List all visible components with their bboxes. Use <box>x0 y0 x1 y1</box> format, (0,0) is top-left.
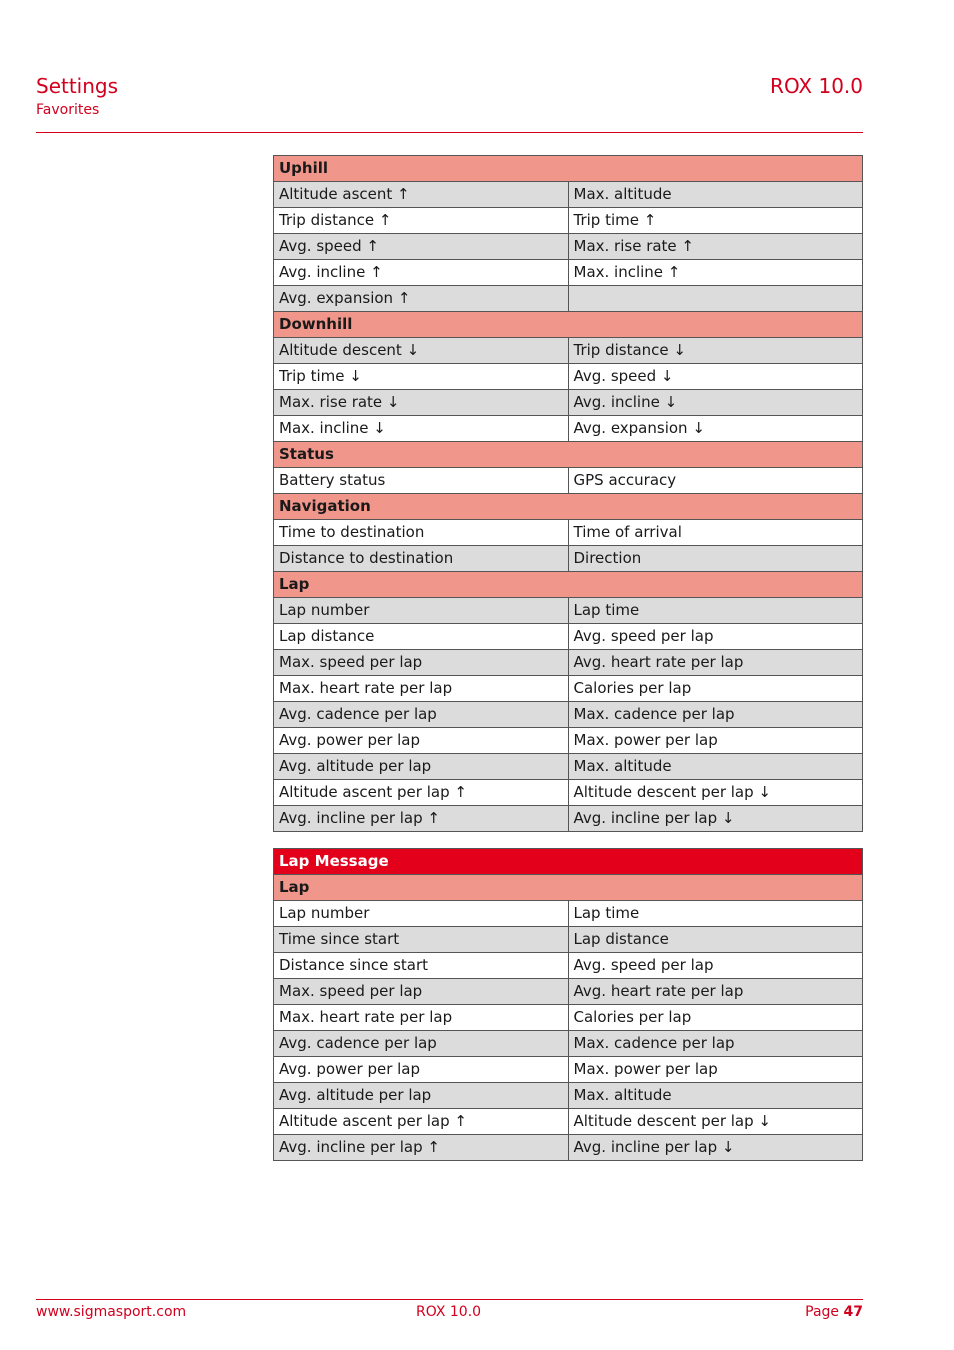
table-cell: Avg. altitude per lap <box>274 1083 569 1109</box>
section-header-row <box>274 442 863 468</box>
table-cell: Lap distance <box>274 624 569 650</box>
table-cell: Time since start <box>274 927 569 953</box>
table-row <box>274 927 863 953</box>
table-cell: Lap number <box>274 901 569 927</box>
section-title: Navigation <box>274 494 863 520</box>
table-cell: Max. power per lap <box>568 1057 863 1083</box>
table-cell: Max. rise rate ↓ <box>274 390 569 416</box>
page-subtitle: Favorites <box>36 102 100 118</box>
table-cell: Max. heart rate per lap <box>274 676 569 702</box>
section-title: Downhill <box>274 312 863 338</box>
table-cell: Max. speed per lap <box>274 650 569 676</box>
table-row <box>274 979 863 1005</box>
table-cell: GPS accuracy <box>568 468 863 494</box>
table-row <box>274 650 863 676</box>
table-row <box>274 182 863 208</box>
table-cell: Max. heart rate per lap <box>274 1005 569 1031</box>
table-row <box>274 1109 863 1135</box>
table-cell: Altitude descent per lap ↓ <box>568 1109 863 1135</box>
table-cell: Max. altitude <box>568 754 863 780</box>
table-cell: Avg. altitude per lap <box>274 754 569 780</box>
page-number-value: 47 <box>843 1304 863 1320</box>
table-cell: Altitude ascent ↑ <box>274 182 569 208</box>
table-cell: Max. speed per lap <box>274 979 569 1005</box>
table-cell: Avg. incline per lap ↑ <box>274 1135 569 1161</box>
table-row <box>274 1031 863 1057</box>
section-title: Lap <box>274 875 863 901</box>
table-cell: Altitude descent per lap ↓ <box>568 780 863 806</box>
table-row <box>274 901 863 927</box>
table-row <box>274 1005 863 1031</box>
table-cell: Trip distance ↑ <box>274 208 569 234</box>
table-cell: Trip time ↓ <box>274 364 569 390</box>
table-row <box>274 754 863 780</box>
page-header <box>36 74 863 133</box>
table-cell: Max. power per lap <box>568 728 863 754</box>
section-header-row <box>274 572 863 598</box>
section-header-row <box>274 312 863 338</box>
product-name: ROX 10.0 <box>770 74 863 98</box>
section-title: Lap <box>274 572 863 598</box>
lap-message-table <box>273 848 863 1161</box>
table-cell: Avg. speed ↑ <box>274 234 569 260</box>
table-cell: Avg. expansion ↑ <box>274 286 569 312</box>
table-row <box>274 468 863 494</box>
table-row <box>274 624 863 650</box>
table-row <box>274 364 863 390</box>
table-cell: Avg. speed ↓ <box>568 364 863 390</box>
page-title: Settings <box>36 74 119 98</box>
table-cell: Avg. cadence per lap <box>274 702 569 728</box>
table-row <box>274 676 863 702</box>
table-row <box>274 728 863 754</box>
table-cell: Max. altitude <box>568 1083 863 1109</box>
table-cell <box>568 286 863 312</box>
table-row <box>274 1135 863 1161</box>
table-row <box>274 234 863 260</box>
table-cell: Avg. heart rate per lap <box>568 979 863 1005</box>
table-cell: Trip distance ↓ <box>568 338 863 364</box>
table-cell: Calories per lap <box>568 676 863 702</box>
table-row <box>274 806 863 832</box>
table-cell: Lap time <box>568 598 863 624</box>
website-link[interactable]: www.sigmasport.com <box>36 1304 187 1320</box>
table-row <box>274 260 863 286</box>
table-row <box>274 702 863 728</box>
table-row <box>274 520 863 546</box>
table-cell: Avg. power per lap <box>274 728 569 754</box>
table-cell: Time to destination <box>274 520 569 546</box>
table-row <box>274 780 863 806</box>
table-cell: Avg. incline per lap ↓ <box>568 1135 863 1161</box>
table-cell: Altitude descent ↓ <box>274 338 569 364</box>
table-row <box>274 286 863 312</box>
section-header-row <box>274 494 863 520</box>
section-title: Uphill <box>274 156 863 182</box>
table-cell: Avg. expansion ↓ <box>568 416 863 442</box>
table-cell: Avg. incline ↓ <box>568 390 863 416</box>
favorites-table <box>273 155 863 832</box>
table-cell: Avg. heart rate per lap <box>568 650 863 676</box>
page-label: Page <box>805 1304 840 1320</box>
table-cell: Avg. incline ↑ <box>274 260 569 286</box>
table-cell: Battery status <box>274 468 569 494</box>
table-row <box>274 208 863 234</box>
table-cell: Avg. power per lap <box>274 1057 569 1083</box>
table-cell: Max. incline ↑ <box>568 260 863 286</box>
table-cell: Avg. cadence per lap <box>274 1031 569 1057</box>
table-cell: Lap number <box>274 598 569 624</box>
table-row <box>274 953 863 979</box>
table-cell: Lap time <box>568 901 863 927</box>
footer-product: ROX 10.0 <box>416 1304 482 1320</box>
table-cell: Avg. speed per lap <box>568 624 863 650</box>
table-cell: Max. cadence per lap <box>568 702 863 728</box>
table-cell: Max. incline ↓ <box>274 416 569 442</box>
table-cell: Altitude ascent per lap ↑ <box>274 1109 569 1135</box>
table-row <box>274 338 863 364</box>
section-title: Lap Message <box>274 849 863 875</box>
section-title: Status <box>274 442 863 468</box>
table-cell: Time of arrival <box>568 520 863 546</box>
table-row <box>274 598 863 624</box>
table-cell: Max. rise rate ↑ <box>568 234 863 260</box>
table-row <box>274 390 863 416</box>
table-cell: Direction <box>568 546 863 572</box>
table-cell: Avg. incline per lap ↑ <box>274 806 569 832</box>
table-cell: Max. cadence per lap <box>568 1031 863 1057</box>
table-row <box>274 1083 863 1109</box>
section-header-row <box>274 849 863 875</box>
table-cell: Calories per lap <box>568 1005 863 1031</box>
section-header-row <box>274 156 863 182</box>
page-number <box>805 1304 863 1320</box>
table-cell: Distance since start <box>274 953 569 979</box>
table-cell: Avg. speed per lap <box>568 953 863 979</box>
table-row <box>274 546 863 572</box>
table-cell: Lap distance <box>568 927 863 953</box>
table-cell: Altitude ascent per lap ↑ <box>274 780 569 806</box>
table-cell: Max. altitude <box>568 182 863 208</box>
section-header-row <box>274 875 863 901</box>
page-footer <box>36 1299 863 1330</box>
table-row <box>274 1057 863 1083</box>
table-row <box>274 416 863 442</box>
table-cell: Distance to destination <box>274 546 569 572</box>
table-cell: Trip time ↑ <box>568 208 863 234</box>
table-cell: Avg. incline per lap ↓ <box>568 806 863 832</box>
